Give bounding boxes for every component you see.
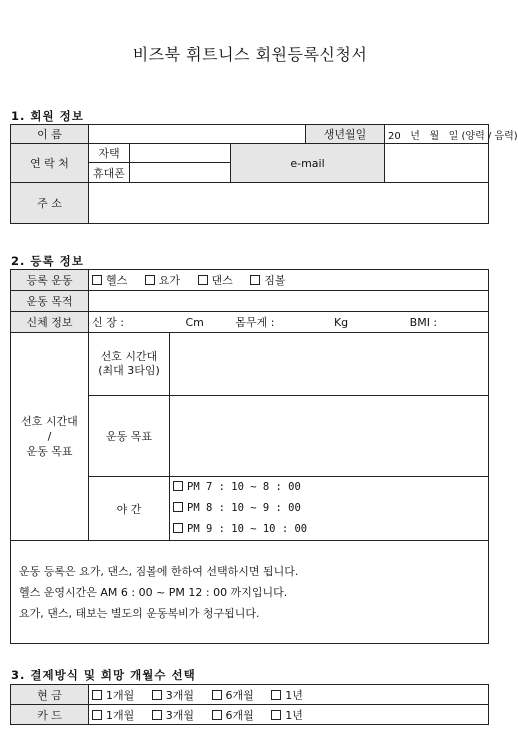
checkbox-icon[interactable] [250, 275, 260, 285]
purpose-label: 운동 목적 [11, 291, 89, 312]
month-option[interactable]: 3개월 [152, 689, 194, 702]
month-option[interactable]: 6개월 [212, 689, 254, 702]
checkbox-icon[interactable] [173, 502, 183, 512]
night-label: 야 간 [89, 477, 170, 541]
goal-label: 운동 목표 [89, 396, 170, 477]
month-option[interactable]: 1개월 [92, 689, 134, 702]
contact-label: 연 락 처 [11, 144, 89, 183]
checkbox-icon[interactable] [145, 275, 155, 285]
month-option[interactable]: 1개월 [92, 709, 134, 722]
checkbox-icon[interactable] [92, 690, 102, 700]
card-label: 카 드 [11, 705, 89, 725]
address-label: 주 소 [11, 183, 89, 224]
exercise-option[interactable]: 짐볼 [250, 274, 285, 287]
address-field[interactable] [89, 183, 489, 224]
checkbox-icon[interactable] [271, 710, 281, 720]
month-option[interactable]: 3개월 [152, 709, 194, 722]
home-phone-field[interactable] [130, 144, 231, 163]
cash-label: 현 금 [11, 685, 89, 705]
checkbox-icon[interactable] [92, 710, 102, 720]
night-options [170, 477, 489, 541]
section-3-heading: 3. 결제방식 및 희망 개월수 선택 [11, 668, 196, 682]
checkbox-icon[interactable] [212, 710, 222, 720]
checkbox-icon[interactable] [152, 690, 162, 700]
preferred-time-field[interactable] [170, 333, 489, 396]
mobile-phone-label: 휴대폰 [89, 163, 130, 183]
weight-label: 몸무게 : [235, 316, 275, 329]
night-option[interactable]: PM 7 : 10 ~ 8 : 00 [173, 477, 485, 498]
note-line: 요가, 댄스, 태보는 별도의 운동복비가 청구됩니다. [19, 606, 260, 620]
bmi-label: BMI : [409, 316, 438, 329]
card-options [89, 705, 489, 725]
body-info-field[interactable] [89, 312, 489, 333]
preference-label: 선호 시간대 / 운동 목표 [11, 333, 89, 541]
checkbox-icon[interactable] [152, 710, 162, 720]
birth-label: 생년월일 [306, 125, 385, 144]
birth-field[interactable]: 20 년 월 일 (양력 / 음력) [385, 125, 489, 144]
height-label: 신 장 : [92, 316, 124, 329]
member-info-table [10, 124, 518, 224]
night-option[interactable]: PM 8 : 10 ~ 9 : 00 [173, 498, 485, 519]
checkbox-icon[interactable] [92, 275, 102, 285]
purpose-field[interactable] [89, 291, 489, 312]
section-1-heading: 1. 회원 정보 [11, 109, 84, 123]
mobile-phone-field[interactable] [130, 163, 231, 183]
section-2-heading: 2. 등록 정보 [11, 254, 84, 268]
cash-options [89, 685, 489, 705]
note-line: 헬스 운영시간은 AM 6 : 00 ~ PM 12 : 00 까지입니다. [19, 585, 288, 599]
exercise-option[interactable]: 댄스 [198, 274, 233, 287]
name-label: 이 름 [11, 125, 89, 144]
registration-info-table [10, 269, 489, 644]
goal-field[interactable] [170, 396, 489, 477]
exercise-option[interactable]: 헬스 [92, 274, 127, 287]
email-field[interactable] [385, 144, 489, 183]
home-phone-label: 자택 [89, 144, 130, 163]
weight-unit: Kg [333, 316, 349, 329]
notes-box [11, 541, 489, 644]
name-field[interactable] [89, 125, 306, 144]
exercise-options [89, 270, 489, 291]
note-line: 운동 등록은 요가, 댄스, 짐볼에 한하여 선택하시면 됩니다. [19, 564, 299, 578]
month-option[interactable]: 6개월 [212, 709, 254, 722]
checkbox-icon[interactable] [173, 481, 183, 491]
checkbox-icon[interactable] [271, 690, 281, 700]
height-unit: Cm [185, 316, 204, 329]
payment-table [10, 684, 489, 725]
night-option[interactable]: PM 9 : 10 ~ 10 : 00 [173, 519, 485, 540]
month-option[interactable]: 1년 [271, 709, 303, 722]
month-option[interactable]: 1년 [271, 689, 303, 702]
checkbox-icon[interactable] [173, 523, 183, 533]
body-info-label: 신체 정보 [11, 312, 89, 333]
email-label: e-mail [231, 144, 385, 183]
form-title: 비즈북 휘트니스 회원등록신청서 [132, 45, 368, 64]
checkbox-icon[interactable] [212, 690, 222, 700]
preferred-time-label: 선호 시간대 (최대 3타임) [89, 333, 170, 396]
exercise-option[interactable]: 요가 [145, 274, 180, 287]
exercise-label: 등록 운동 [11, 270, 89, 291]
checkbox-icon[interactable] [198, 275, 208, 285]
